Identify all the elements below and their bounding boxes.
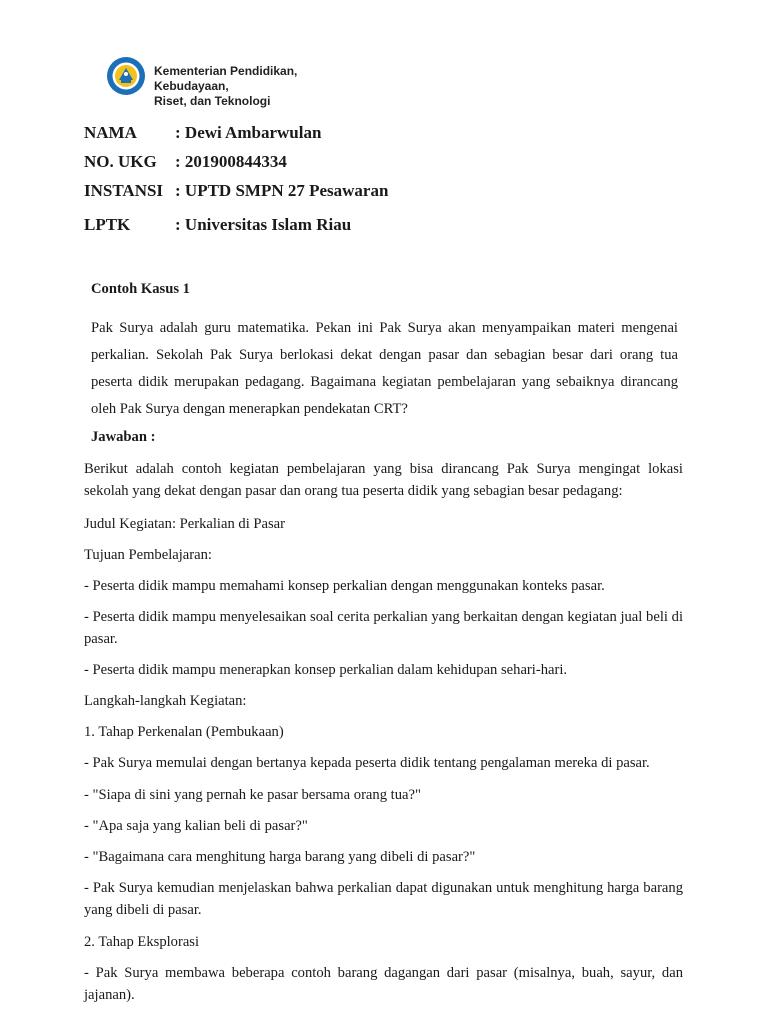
- identity-key: LPTK: [84, 215, 131, 234]
- answer-label: Jawaban :: [91, 429, 156, 445]
- ministry-name-line2: Riset, dan Teknologi: [154, 94, 271, 108]
- identity-key: NAMA: [84, 123, 137, 142]
- step1-item: - "Bagaimana cara menghitung harga barang yang dibeli di pasar?": [84, 849, 476, 865]
- answer-intro: Berikut adalah contoh kegiatan pembelajaran yang bisa dirancang Pak Surya mengingat lokasi sekolah yang dekat dengan pasar dan orang tua peserta didik yang sebagian besar pedagang:: [84, 461, 683, 499]
- goal-item: - Peserta didik mampu memahami konsep perkalian dengan menggunakan konteks pasar.: [84, 578, 605, 594]
- tut-wuri-handayani-emblem-icon: [106, 55, 146, 97]
- step1-item: - "Apa saja yang kalian beli di pasar?": [84, 818, 308, 834]
- identity-row-name: [84, 122, 321, 144]
- step1-item: - Pak Surya kemudian menjelaskan bahwa perkalian dapat digunakan untuk menghitung harga barang yang dibeli di pasar.: [84, 880, 683, 918]
- identity-row-lptk: [84, 214, 351, 236]
- activity-title: Judul Kegiatan: Perkalian di Pasar: [84, 516, 286, 532]
- step2-title: 2. Tahap Eksplorasi: [84, 934, 200, 950]
- step1-item: - "Siapa di sini yang pernah ke pasar bersama orang tua?": [84, 787, 421, 803]
- case-title: Contoh Kasus 1: [91, 281, 190, 297]
- goal-item: - Peserta didik mampu menerapkan konsep perkalian dalam kehidupan sehari-hari.: [84, 662, 568, 678]
- identity-key: INSTANSI: [84, 181, 164, 200]
- identity-key: NO. UKG: [84, 152, 157, 171]
- ministry-name: [154, 64, 366, 109]
- identity-value: : UPTD SMPN 27 Pesawaran: [175, 181, 389, 200]
- goal-item: - Peserta didik mampu menyelesaikan soal cerita perkalian yang berkaitan dengan kegiatan jual beli di pasar.: [84, 609, 683, 647]
- identity-value: : Universitas Islam Riau: [175, 215, 352, 234]
- case-text: Pak Surya adalah guru matematika. Pekan ini Pak Surya akan menyampaikan materi mengenai perkalian. Sekolah Pak Surya berlokasi dekat dengan pasar dan sebagian besar dari orang tua peserta didik merupakan pedagang. Bagaimana kegiatan pembelajaran yang sebaiknya dirancang oleh Pak Surya dengan menerapkan pendekatan CRT?: [91, 320, 678, 417]
- identity-row-ukg: [84, 151, 287, 173]
- identity-value: : 201900844334: [175, 152, 287, 171]
- step1-title: 1. Tahap Perkenalan (Pembukaan): [84, 724, 284, 740]
- identity-value: : Dewi Ambarwulan: [175, 123, 322, 142]
- goals-title: Tujuan Pembelajaran:: [84, 547, 212, 563]
- identity-row-instansi: [84, 180, 388, 202]
- step1-item: - Pak Surya memulai dengan bertanya kepada peserta didik tentang pengalaman mereka di pasar.: [84, 755, 650, 771]
- step2-item: - Pak Surya membawa beberapa contoh barang dagangan dari pasar (misalnya, buah, sayur, dan jajanan).: [84, 965, 683, 1003]
- ministry-logo: [106, 55, 366, 108]
- steps-title: Langkah-langkah Kegiatan:: [84, 693, 247, 709]
- ministry-name-line1: Kementerian Pendidikan, Kebudayaan,: [154, 64, 298, 93]
